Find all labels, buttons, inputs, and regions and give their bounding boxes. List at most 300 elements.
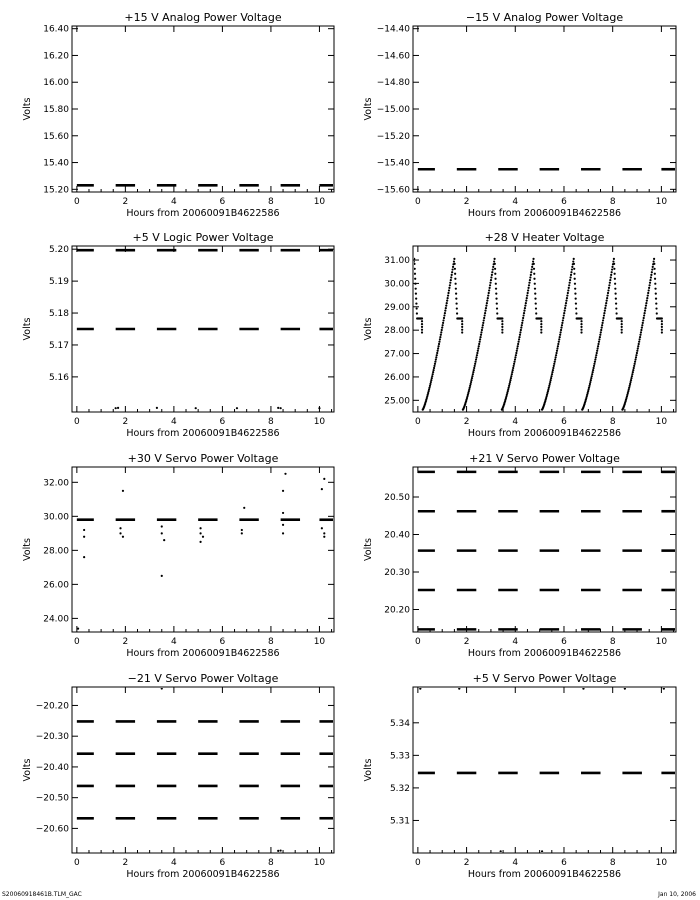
data-point — [494, 268, 496, 270]
chart-5 — [22, 452, 334, 659]
data-point — [513, 365, 515, 367]
data-point — [434, 361, 436, 363]
data-point — [629, 381, 631, 383]
y-tick-label: 15.20 — [43, 185, 69, 196]
data-point — [517, 343, 519, 345]
data-point — [643, 314, 645, 316]
data-point — [614, 283, 616, 285]
data-point — [647, 294, 649, 296]
data-point — [323, 536, 325, 538]
data-point — [511, 371, 513, 373]
data-point — [601, 324, 603, 326]
data-point — [414, 273, 416, 275]
plot-frame — [413, 687, 676, 853]
data-point — [566, 297, 568, 299]
data-point — [645, 302, 647, 304]
data-point — [495, 283, 497, 285]
data-point — [441, 327, 443, 329]
x-tick-label: 0 — [415, 417, 421, 427]
data-point — [661, 317, 663, 319]
y-tick-label: 15.60 — [43, 131, 69, 142]
data-point — [597, 345, 599, 347]
data-point — [614, 273, 616, 275]
data-point — [530, 271, 532, 273]
data-point — [432, 369, 434, 371]
y-axis-label: Volts — [363, 97, 374, 121]
data-point — [602, 319, 604, 321]
data-point — [491, 274, 493, 276]
y-tick-label: 27.00 — [384, 349, 410, 360]
data-point — [540, 317, 542, 319]
data-point — [161, 687, 163, 689]
data-point — [456, 312, 458, 314]
data-point — [564, 310, 566, 312]
data-point — [522, 319, 524, 321]
data-point — [501, 320, 503, 322]
data-point — [433, 367, 435, 369]
data-point — [565, 300, 567, 302]
data-point — [449, 282, 451, 284]
data-point — [572, 260, 574, 262]
data-point — [280, 407, 282, 409]
data-point — [496, 302, 498, 304]
data-point — [592, 371, 594, 373]
x-tick-label: 0 — [415, 197, 421, 207]
data-point — [632, 371, 634, 373]
data-point — [432, 373, 434, 375]
data-point — [115, 407, 117, 409]
data-point — [323, 532, 325, 534]
data-point — [533, 268, 535, 270]
x-tick-label: 2 — [463, 858, 470, 868]
data-point — [568, 287, 570, 289]
data-point — [461, 323, 463, 325]
data-point — [509, 379, 511, 381]
data-point — [444, 312, 446, 314]
data-point — [528, 282, 530, 284]
data-point — [453, 260, 455, 262]
data-point — [636, 352, 638, 354]
data-point — [603, 314, 605, 316]
data-point — [487, 294, 489, 296]
data-point — [434, 363, 436, 365]
data-point — [563, 314, 565, 316]
data-point — [527, 289, 529, 291]
x-axis-label: Hours from 20060091B4622586 — [126, 648, 280, 659]
data-point — [621, 331, 623, 333]
data-point — [597, 343, 599, 345]
data-point — [435, 356, 437, 358]
y-tick-label: 16.00 — [43, 78, 69, 89]
data-point — [600, 331, 602, 333]
x-tick-label: 10 — [313, 637, 326, 647]
data-point — [589, 383, 591, 385]
data-point — [452, 266, 454, 268]
x-tick-label: 6 — [219, 197, 226, 207]
data-point — [638, 343, 640, 345]
data-point — [535, 312, 537, 314]
data-point — [609, 282, 611, 284]
data-point — [644, 307, 646, 309]
data-point — [495, 293, 497, 295]
data-point — [574, 293, 576, 295]
data-point — [574, 278, 576, 280]
data-marks — [77, 473, 334, 630]
y-tick-label: −20.30 — [35, 732, 69, 743]
data-point — [490, 279, 492, 281]
data-point — [615, 298, 617, 300]
data-point — [521, 322, 523, 324]
y-tick-label: 30.00 — [384, 279, 410, 290]
y-tick-label: −15.00 — [376, 105, 410, 115]
data-point — [433, 365, 435, 367]
data-point — [551, 371, 553, 373]
data-point — [567, 292, 569, 294]
data-point — [479, 336, 481, 338]
data-point — [653, 258, 655, 260]
data-point — [477, 347, 479, 349]
data-point — [615, 302, 617, 304]
data-point — [432, 371, 434, 373]
data-point — [562, 319, 564, 321]
data-point — [551, 373, 553, 375]
chart-title: +15 V Analog Power Voltage — [124, 11, 282, 24]
data-point — [559, 334, 561, 336]
x-tick-label: 0 — [73, 637, 80, 647]
data-point — [637, 345, 639, 347]
data-point — [651, 271, 653, 273]
data-point — [621, 329, 623, 331]
y-tick-label: −20.40 — [35, 762, 69, 773]
data-point — [421, 326, 423, 328]
data-point — [529, 276, 531, 278]
y-tick-label: 20.30 — [384, 568, 410, 578]
data-point — [563, 312, 565, 314]
data-point — [241, 532, 243, 534]
data-point — [634, 363, 636, 365]
data-point — [661, 329, 663, 331]
data-point — [439, 336, 441, 338]
data-point — [531, 268, 533, 270]
data-point — [655, 293, 657, 295]
data-point — [540, 331, 542, 333]
data-point — [621, 326, 623, 328]
y-tick-label: 20.20 — [384, 605, 410, 616]
data-point — [429, 385, 431, 387]
x-tick-label: 10 — [655, 197, 668, 207]
data-point — [525, 302, 527, 304]
x-tick-label: 10 — [313, 858, 326, 868]
data-point — [473, 367, 475, 369]
data-point — [284, 473, 286, 475]
data-point — [601, 322, 603, 324]
x-axis-label: Hours from 20060091B4622586 — [467, 208, 622, 219]
data-point — [493, 258, 495, 260]
data-point — [469, 385, 471, 387]
chart-title: +30 V Servo Power Voltage — [127, 452, 279, 465]
data-point — [518, 336, 520, 338]
data-point — [642, 319, 644, 321]
data-point — [589, 381, 591, 383]
data-point — [524, 307, 526, 309]
data-point — [610, 276, 612, 278]
data-point — [474, 363, 476, 365]
data-point — [597, 347, 599, 349]
data-point — [534, 288, 536, 290]
data-point — [277, 850, 279, 852]
data-point — [560, 329, 562, 331]
data-point — [435, 358, 437, 360]
data-point — [83, 536, 85, 538]
y-tick-label: 26.00 — [384, 372, 410, 383]
data-point — [454, 263, 456, 265]
data-point — [534, 298, 536, 300]
y-tick-label: 29.00 — [384, 302, 410, 313]
data-point — [496, 307, 498, 309]
data-point — [525, 300, 527, 302]
data-point — [605, 305, 607, 307]
data-point — [533, 278, 535, 280]
data-point — [615, 293, 617, 295]
data-point — [483, 317, 485, 319]
data-point — [415, 298, 417, 300]
x-tick-label: 2 — [463, 197, 470, 207]
data-point — [612, 260, 614, 262]
data-point — [501, 317, 503, 319]
data-point — [601, 327, 603, 329]
data-point — [282, 524, 284, 526]
data-point — [602, 317, 604, 319]
data-point — [575, 298, 577, 300]
data-point — [83, 556, 85, 558]
data-point — [648, 284, 650, 286]
x-tick-label: 8 — [268, 637, 274, 647]
data-point — [661, 331, 663, 333]
data-point — [321, 488, 323, 490]
data-point — [486, 302, 488, 304]
data-point — [446, 302, 448, 304]
y-tick-label: 26.00 — [43, 580, 69, 591]
data-point — [421, 320, 423, 322]
y-tick-label: 28.00 — [43, 546, 69, 557]
x-axis-label: Hours from 20060091B4622586 — [126, 208, 280, 219]
data-point — [555, 354, 557, 356]
data-point — [552, 369, 554, 371]
data-point — [472, 371, 474, 373]
chart-title: +21 V Servo Power Voltage — [469, 452, 620, 465]
y-tick-label: −14.60 — [376, 51, 410, 62]
data-marks — [77, 687, 334, 852]
data-point — [484, 314, 486, 316]
data-point — [564, 305, 566, 307]
data-point — [442, 322, 444, 324]
chart-7 — [22, 672, 334, 880]
data-point — [565, 302, 567, 304]
data-point — [596, 350, 598, 352]
data-point — [77, 627, 79, 629]
data-point — [558, 338, 560, 340]
data-point — [119, 532, 121, 534]
data-point — [523, 312, 525, 314]
x-tick-label: 8 — [609, 637, 616, 647]
data-point — [654, 283, 656, 285]
x-tick-label: 2 — [122, 417, 129, 427]
y-tick-label: 20.50 — [384, 493, 410, 503]
data-point — [456, 307, 458, 309]
data-point — [591, 373, 593, 375]
data-point — [416, 312, 418, 314]
y-tick-label: 5.33 — [389, 751, 410, 762]
y-tick-label: 20.40 — [384, 530, 410, 541]
data-point — [535, 307, 537, 309]
y-tick-label: −14.40 — [376, 24, 410, 35]
data-point — [489, 287, 491, 289]
data-point — [663, 688, 665, 690]
data-point — [591, 375, 593, 377]
data-point — [540, 323, 542, 325]
data-point — [655, 302, 657, 304]
data-point — [199, 541, 201, 543]
data-point — [445, 305, 447, 307]
data-point — [592, 367, 594, 369]
data-point — [414, 268, 416, 270]
data-point — [562, 317, 564, 319]
data-point — [431, 375, 433, 377]
y-tick-label: 24.00 — [43, 614, 69, 625]
data-point — [447, 294, 449, 296]
data-point — [613, 268, 615, 270]
data-point — [482, 322, 484, 324]
data-point — [549, 381, 551, 383]
data-point — [595, 356, 597, 358]
y-tick-label: 15.40 — [43, 158, 69, 169]
data-point — [488, 289, 490, 291]
plot-frame — [413, 246, 676, 412]
data-point — [595, 354, 597, 356]
data-point — [655, 307, 657, 309]
data-point — [637, 347, 639, 349]
data-point — [455, 293, 457, 295]
data-point — [636, 350, 638, 352]
data-point — [514, 358, 516, 360]
data-point — [548, 387, 550, 389]
data-point — [534, 293, 536, 295]
data-point — [570, 271, 572, 273]
x-tick-label: 8 — [268, 858, 274, 868]
data-point — [629, 383, 631, 385]
y-tick-label: −15.20 — [376, 131, 410, 142]
plot-frame — [72, 687, 334, 853]
data-point — [122, 536, 124, 538]
data-point — [611, 271, 613, 273]
data-marks — [412, 258, 663, 411]
data-point — [510, 377, 512, 379]
data-point — [474, 365, 476, 367]
data-point — [438, 341, 440, 343]
data-point — [561, 324, 563, 326]
data-point — [514, 356, 516, 358]
x-tick-label: 2 — [122, 858, 129, 868]
chart-3 — [22, 231, 334, 439]
data-point — [496, 312, 498, 314]
data-point — [282, 490, 284, 492]
data-point — [515, 354, 517, 356]
data-point — [567, 289, 569, 291]
data-point — [588, 387, 590, 389]
data-point — [523, 310, 525, 312]
data-point — [509, 381, 511, 383]
data-point — [652, 266, 654, 268]
x-tick-label: 8 — [268, 197, 274, 207]
data-point — [485, 305, 487, 307]
data-point — [608, 287, 610, 289]
data-point — [501, 329, 503, 331]
data-point — [540, 329, 542, 331]
data-point — [415, 302, 417, 304]
data-point — [646, 300, 648, 302]
data-point — [453, 258, 455, 260]
data-point — [161, 575, 163, 577]
data-point — [661, 326, 663, 328]
data-point — [455, 302, 457, 304]
data-point — [419, 688, 421, 690]
data-point — [163, 539, 165, 541]
data-point — [161, 525, 163, 527]
data-point — [119, 527, 121, 529]
data-point — [437, 345, 439, 347]
x-tick-label: 6 — [219, 417, 226, 427]
data-point — [550, 379, 552, 381]
data-point — [508, 385, 510, 387]
data-point — [580, 326, 582, 328]
x-tick-label: 0 — [73, 417, 80, 427]
data-point — [491, 271, 493, 273]
data-point — [555, 352, 557, 354]
data-point — [484, 312, 486, 314]
data-point — [508, 387, 510, 389]
data-point — [421, 317, 423, 319]
data-point — [606, 294, 608, 296]
data-point — [643, 312, 645, 314]
data-point — [661, 323, 663, 325]
data-point — [518, 338, 520, 340]
data-point — [580, 317, 582, 319]
data-point — [560, 331, 562, 333]
data-point — [560, 327, 562, 329]
y-tick-label: −15.40 — [376, 158, 410, 169]
data-point — [492, 266, 494, 268]
data-point — [414, 278, 416, 280]
x-tick-label: 2 — [122, 197, 129, 207]
data-point — [603, 312, 605, 314]
data-point — [533, 273, 535, 275]
data-point — [522, 314, 524, 316]
data-point — [574, 283, 576, 285]
data-point — [520, 329, 522, 331]
x-tick-label: 4 — [171, 197, 177, 207]
data-point — [440, 331, 442, 333]
x-tick-label: 2 — [463, 637, 470, 647]
data-point — [611, 266, 613, 268]
data-point — [415, 293, 417, 295]
data-point — [436, 352, 438, 354]
data-point — [633, 365, 635, 367]
data-point — [611, 268, 613, 270]
data-point — [461, 320, 463, 322]
x-tick-label: 10 — [655, 637, 668, 647]
data-point — [501, 331, 503, 333]
data-point — [608, 284, 610, 286]
